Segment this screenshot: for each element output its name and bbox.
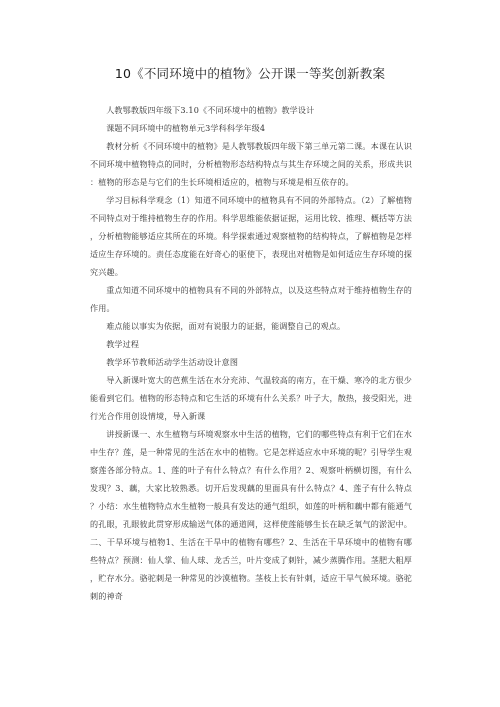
paragraph-subtitle: 人教鄂教版四年级下3.10《不同环境中的植物》教学设计 [106,105,315,115]
paragraph-key-points: 重点知道不同环境中的植物具有不同的外部特点，以及这些特点对于维持植物生存的作用。 [90,285,412,313]
paragraph-new-lesson: 讲授新课一、水生植物与环境观察水中生活的植物，它们的哪些特点有利于它们在水中生存？莲，是一种常见的生活在水中的植物。它是怎样适应水中环境的呢？引导学生观察莲各部分特点。1、莲的叶子有什么特点？有什么作用？2、观察叶柄横切图，有什么发现？3、藕，大家比较熟悉。切开后发现藕的里面具有什么特点？4、莲子有什么特点？小结：水生植物特点水生植物一般具有发达的通气组织，如莲的叶柄和藕中都有能通气的孔眼，孔眼彼此贯穿形成输送气体的通道网，这样使莲能够生长在缺乏氧气的淤泥中。二、干旱环境与植物1、生活在干旱中的植物有哪些？2、生活在干旱环境中的植物有哪些特点？预测：仙人掌、仙人球、龙舌兰，叶片变成了刺针，减少蒸腾作用。茎肥大粗厚，贮存水分。骆驼刺是一种常见的沙漠植物。茎枝上长有针刺，适应干旱气候环境。骆驼刺的神奇 [90,429,412,601]
paragraph-material-analysis: 教材分析《不同环境中的植物》是人教鄂教版四年级下第三单元第二课。本课在认识不同环境中植物特点的同时，分析植物形态结构特点与其生存环境之间的关系，形成共识：植物的形态是与它们的生长环境相适应的，植物与环境是相互依存的。 [90,141,412,187]
paragraph-learning-goals: 学习目标科学观念（1）知道不同环境中的植物具有不同的外部特点。（2）了解植物不同特点对于维持植物生存的作用。科学思维能依据证据，运用比较、推理、概括等方法，分析植物能够适应其所在的环境。科学探索通过观察植物的结构特点，了解植物是怎样适应生存环境的。责任态度能在好奇心的驱使下，表现出对植物是如何适应生存环境的探究兴趣。 [90,195,412,277]
paragraph-topic: 课题不同环境中的植物单元3学科科学年级4 [106,123,266,133]
document-body [90,101,412,605]
paragraph-difficulties: 难点能以事实为依据，面对有说服力的证据，能调整自己的观点。 [106,321,346,331]
document-title: 10《不同环境中的植物》公开课一等奖创新教案 [114,66,386,81]
paragraph-introduction: 导入新课叶宽大的芭蕉生活在水分充沛、气温较高的南方，在干燥、寒冷的北方很少能看到它们。植物的形态特点和它生活的环境有什么关系？叶子大，散热，接受阳光，进行光合作用创设情境，导入新课 [90,375,412,421]
paragraph-table-header: 教学环节教师活动学生活动设计意图 [106,357,239,367]
paragraph-teaching-process: 教学过程 [106,339,140,349]
